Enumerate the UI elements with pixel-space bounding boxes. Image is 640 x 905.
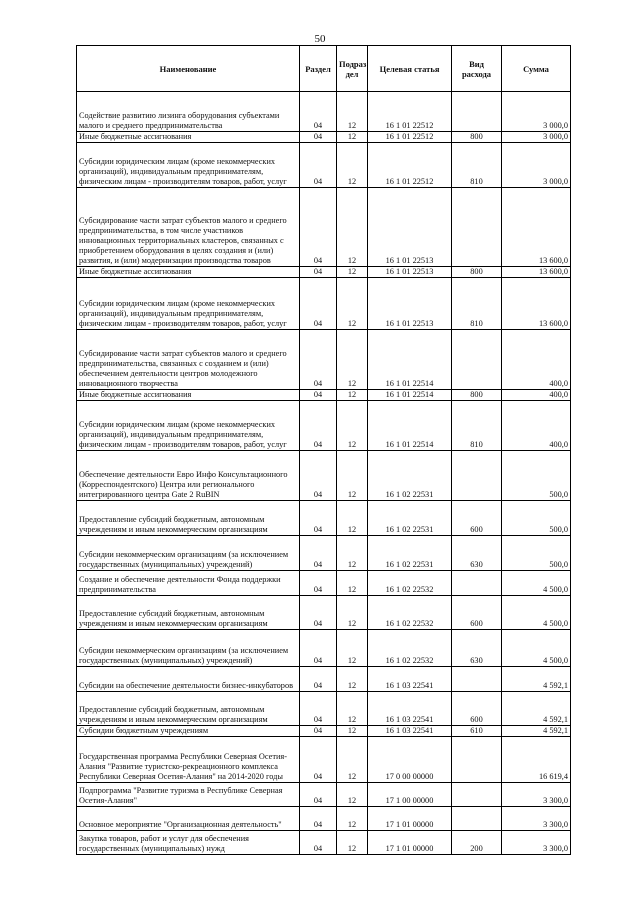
cell-expense-type: 800 [452, 267, 502, 278]
cell-name: Субсидии некоммерческим организациям (за исключением государственных (муниципальных) учреждений) [77, 536, 300, 571]
cell-expense-type [452, 188, 502, 267]
cell-subsection: 12 [337, 726, 368, 737]
header-section: Раздел [300, 46, 337, 92]
cell-sum: 3 300,0 [502, 783, 571, 807]
cell-subsection: 12 [337, 667, 368, 692]
cell-section: 04 [300, 536, 337, 571]
cell-section: 04 [300, 188, 337, 267]
table-row [77, 536, 571, 571]
cell-name: Иные бюджетные ассигнования [77, 390, 300, 401]
table-row [77, 807, 571, 831]
page-number: 50 [314, 33, 326, 45]
cell-section: 04 [300, 132, 337, 143]
header-name: Наименование [77, 46, 300, 92]
table-row [77, 692, 571, 726]
cell-name: Предоставление субсидий бюджетным, автономным учреждениям и иным некоммерческим организациям [77, 596, 300, 630]
table-row [77, 831, 571, 855]
table-row [77, 390, 571, 401]
cell-article: 16 1 01 22512 [368, 132, 452, 143]
table-row [77, 667, 571, 692]
cell-name: Подпрограмма "Развитие туризма в Республике Северная Осетия-Алания" [77, 783, 300, 807]
cell-subsection: 12 [337, 630, 368, 667]
cell-article: 16 1 02 22531 [368, 536, 452, 571]
cell-section: 04 [300, 143, 337, 188]
cell-name: Основное мероприятие "Организационная деятельность" [77, 807, 300, 831]
cell-section: 04 [300, 571, 337, 596]
cell-section: 04 [300, 726, 337, 737]
cell-name: Создание и обеспечение деятельности Фонда поддержки предпринимательства [77, 571, 300, 596]
cell-section: 04 [300, 451, 337, 501]
cell-subsection: 12 [337, 188, 368, 267]
cell-expense-type: 810 [452, 278, 502, 330]
header-sum: Сумма [502, 46, 571, 92]
header-article: Целевая статья [368, 46, 452, 92]
cell-subsection: 12 [337, 692, 368, 726]
cell-article: 16 1 02 22532 [368, 630, 452, 667]
cell-name: Предоставление субсидий бюджетным, автономным учреждениям и иным некоммерческим организациям [77, 692, 300, 726]
cell-expense-type [452, 571, 502, 596]
cell-subsection: 12 [337, 596, 368, 630]
cell-section: 04 [300, 501, 337, 536]
header-subsection: Подраз дел [337, 46, 368, 92]
cell-sum: 3 000,0 [502, 143, 571, 188]
cell-expense-type: 600 [452, 501, 502, 536]
cell-subsection: 12 [337, 807, 368, 831]
table-header-row [77, 46, 571, 92]
cell-name: Субсидии юридическим лицам (кроме некоммерческих организаций), индивидуальным предпринимателям, физическим лицам - производителям товаров, работ, услуг [77, 143, 300, 188]
cell-article: 16 1 01 22513 [368, 267, 452, 278]
cell-name: Субсидии юридическим лицам (кроме некоммерческих организаций), индивидуальным предпринимателям, физическим лицам - производителям товаров, работ, услуг [77, 278, 300, 330]
cell-subsection: 12 [337, 278, 368, 330]
cell-section: 04 [300, 267, 337, 278]
cell-subsection: 12 [337, 501, 368, 536]
cell-section: 04 [300, 390, 337, 401]
cell-expense-type [452, 783, 502, 807]
table-row [77, 501, 571, 536]
cell-subsection: 12 [337, 330, 368, 390]
cell-subsection: 12 [337, 267, 368, 278]
cell-name: Субсидирование части затрат субъектов малого и среднего предпринимательства, в том числе участников инновационных территориальных кластеров, связанных с приобретением оборудования в целях создания и (или) развития, и (или) модернизации производства товаров [77, 188, 300, 267]
cell-expense-type: 800 [452, 132, 502, 143]
cell-article: 16 1 02 22531 [368, 501, 452, 536]
cell-sum: 13 600,0 [502, 267, 571, 278]
cell-article: 16 1 03 22541 [368, 692, 452, 726]
cell-sum: 4 500,0 [502, 630, 571, 667]
cell-name: Предоставление субсидий бюджетным, автономным учреждениям и иным некоммерческим организациям [77, 501, 300, 536]
cell-section: 04 [300, 330, 337, 390]
cell-expense-type: 600 [452, 596, 502, 630]
cell-section: 04 [300, 630, 337, 667]
cell-article: 16 1 01 22514 [368, 390, 452, 401]
cell-expense-type [452, 737, 502, 783]
cell-expense-type: 200 [452, 831, 502, 855]
cell-expense-type: 630 [452, 630, 502, 667]
cell-expense-type [452, 330, 502, 390]
cell-article: 16 1 01 22513 [368, 278, 452, 330]
table-row [77, 267, 571, 278]
cell-article: 16 1 01 22512 [368, 143, 452, 188]
cell-sum: 400,0 [502, 401, 571, 451]
cell-subsection: 12 [337, 143, 368, 188]
cell-article: 16 1 03 22541 [368, 667, 452, 692]
cell-article: 17 1 01 00000 [368, 807, 452, 831]
cell-name: Государственная программа Республики Северная Осетия-Алания "Развитие туристско-рекреационного комплекса Республики Северная Осетия-Алания" на 2014-2020 годы [77, 737, 300, 783]
table-row [77, 330, 571, 390]
cell-section: 04 [300, 831, 337, 855]
cell-sum: 4 592,1 [502, 692, 571, 726]
cell-name: Субсидии на обеспечение деятельности бизнес-инкубаторов [77, 667, 300, 692]
cell-sum: 4 500,0 [502, 571, 571, 596]
cell-article: 16 1 01 22512 [368, 92, 452, 132]
cell-section: 04 [300, 737, 337, 783]
cell-subsection: 12 [337, 783, 368, 807]
table-row [77, 737, 571, 783]
cell-section: 04 [300, 807, 337, 831]
cell-article: 16 1 01 22514 [368, 330, 452, 390]
cell-expense-type: 600 [452, 692, 502, 726]
table-row [77, 571, 571, 596]
table-row [77, 143, 571, 188]
cell-subsection: 12 [337, 536, 368, 571]
table-row [77, 726, 571, 737]
cell-expense-type [452, 92, 502, 132]
cell-expense-type: 800 [452, 390, 502, 401]
table-row [77, 401, 571, 451]
cell-expense-type [452, 451, 502, 501]
cell-subsection: 12 [337, 401, 368, 451]
table-row [77, 630, 571, 667]
cell-article: 16 1 02 22532 [368, 596, 452, 630]
cell-subsection: 12 [337, 571, 368, 596]
cell-sum: 400,0 [502, 330, 571, 390]
cell-name: Закупка товаров, работ и услуг для обеспечения государственных (муниципальных) нужд [77, 831, 300, 855]
table-row [77, 188, 571, 267]
cell-name: Субсидирование части затрат субъектов малого и среднего предпринимательства, связанных с созданием и (или) обеспечением деятельности центров молодежного инновационного творчества [77, 330, 300, 390]
cell-sum: 3 000,0 [502, 132, 571, 143]
cell-sum: 13 600,0 [502, 188, 571, 267]
cell-article: 16 1 01 22514 [368, 401, 452, 451]
cell-subsection: 12 [337, 737, 368, 783]
cell-sum: 400,0 [502, 390, 571, 401]
table-row [77, 92, 571, 132]
cell-sum: 3 300,0 [502, 807, 571, 831]
table-row [77, 132, 571, 143]
cell-subsection: 12 [337, 831, 368, 855]
cell-sum: 16 619,4 [502, 737, 571, 783]
cell-section: 04 [300, 92, 337, 132]
cell-sum: 4 592,1 [502, 726, 571, 737]
cell-sum: 3 000,0 [502, 92, 571, 132]
cell-name: Иные бюджетные ассигнования [77, 132, 300, 143]
cell-subsection: 12 [337, 390, 368, 401]
cell-name: Субсидии юридическим лицам (кроме некоммерческих организаций), индивидуальным предпринимателям, физическим лицам - производителям товаров, работ, услуг [77, 401, 300, 451]
cell-expense-type [452, 667, 502, 692]
budget-table [76, 45, 571, 855]
cell-section: 04 [300, 667, 337, 692]
cell-expense-type: 810 [452, 143, 502, 188]
cell-section: 04 [300, 596, 337, 630]
cell-sum: 500,0 [502, 536, 571, 571]
cell-article: 17 0 00 00000 [368, 737, 452, 783]
cell-section: 04 [300, 783, 337, 807]
cell-sum: 13 600,0 [502, 278, 571, 330]
cell-section: 04 [300, 278, 337, 330]
cell-subsection: 12 [337, 92, 368, 132]
table-row [77, 783, 571, 807]
cell-article: 17 1 00 00000 [368, 783, 452, 807]
cell-article: 16 1 03 22541 [368, 726, 452, 737]
cell-name: Субсидии некоммерческим организациям (за исключением государственных (муниципальных) учреждений) [77, 630, 300, 667]
cell-article: 16 1 02 22531 [368, 451, 452, 501]
cell-expense-type: 610 [452, 726, 502, 737]
cell-article: 16 1 02 22532 [368, 571, 452, 596]
table-row [77, 451, 571, 501]
cell-sum: 4 500,0 [502, 596, 571, 630]
cell-expense-type: 630 [452, 536, 502, 571]
cell-section: 04 [300, 401, 337, 451]
cell-article: 16 1 01 22513 [368, 188, 452, 267]
header-expense-type: Вид расхода [452, 46, 502, 92]
cell-name: Содействие развитию лизинга оборудования субъектами малого и среднего предпринимательства [77, 92, 300, 132]
cell-article: 17 1 01 00000 [368, 831, 452, 855]
cell-name: Обеспечение деятельности Евро Инфо Консультационного (Корреспондентского) Центра или регионального интегрированного центра Gate 2 RuBIN [77, 451, 300, 501]
cell-name: Субсидии бюджетным учреждениям [77, 726, 300, 737]
cell-sum: 4 592,1 [502, 667, 571, 692]
cell-expense-type: 810 [452, 401, 502, 451]
cell-name: Иные бюджетные ассигнования [77, 267, 300, 278]
cell-sum: 3 300,0 [502, 831, 571, 855]
cell-section: 04 [300, 692, 337, 726]
cell-expense-type [452, 807, 502, 831]
cell-subsection: 12 [337, 451, 368, 501]
table-row [77, 278, 571, 330]
cell-sum: 500,0 [502, 501, 571, 536]
table-row [77, 596, 571, 630]
cell-subsection: 12 [337, 132, 368, 143]
cell-sum: 500,0 [502, 451, 571, 501]
